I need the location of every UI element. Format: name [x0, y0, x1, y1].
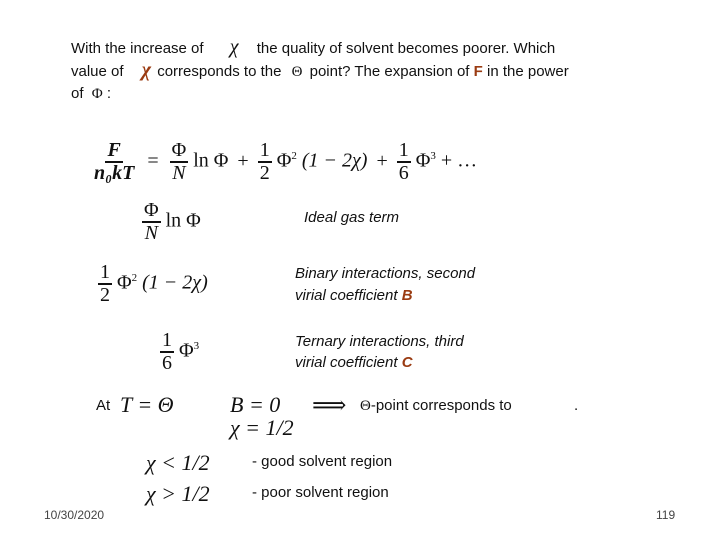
- slide-number: 119: [656, 508, 676, 522]
- equals-sign: =: [147, 149, 159, 172]
- ideal-gas-fraction: [142, 200, 161, 244]
- term3-tail: + …: [440, 149, 478, 172]
- at-label: At: [96, 397, 111, 414]
- term2-body: Φ: [276, 149, 292, 172]
- ideal-gas-formula: [142, 200, 201, 244]
- sentence-period: .: [574, 397, 579, 414]
- term2-numerator: 1: [259, 139, 270, 161]
- binary-exponent: 2: [131, 271, 138, 284]
- binary-denominator: 2: [100, 284, 110, 306]
- theta-symbol: Θ: [360, 398, 371, 414]
- term2-denominator: 2: [259, 162, 270, 184]
- intro-text: the quality of solvent becomes poorer. Which: [256, 40, 556, 57]
- lhs-denominator: n₀kT: [94, 162, 135, 184]
- good-solvent-label: - good solvent region: [252, 453, 393, 470]
- ternary-label-line-2: [295, 353, 413, 372]
- ternary-label-line-1: Ternary interactions, third: [295, 333, 464, 350]
- term3-denominator: 6: [398, 162, 409, 184]
- second-virial-symbol: B: [401, 287, 413, 304]
- implies-arrow: ⟹: [312, 393, 347, 419]
- ternary-exponent: 3: [193, 339, 200, 352]
- term3-numerator: 1: [398, 139, 409, 161]
- phi-symbol: Φ: [91, 86, 103, 102]
- term1-log: ln Φ: [193, 149, 229, 172]
- ternary-numerator: 1: [162, 329, 172, 351]
- intro-text: value of: [71, 63, 124, 80]
- ternary-body: Φ: [179, 339, 194, 362]
- term2-paren: (1 − 2χ): [301, 149, 368, 172]
- free-energy-expansion: [92, 140, 477, 184]
- term3-body: Φ: [415, 149, 431, 172]
- chi-symbol: χ: [229, 36, 239, 58]
- free-energy-symbol: F: [473, 63, 483, 80]
- term2-fraction: [258, 140, 272, 184]
- intro-text: With the increase of: [71, 40, 204, 57]
- term1-numerator: Φ: [171, 139, 187, 161]
- binary-paren: (1 − 2χ): [142, 271, 208, 294]
- ternary-label-text: virial coefficient: [295, 354, 398, 371]
- b-equals-zero: B = 0: [230, 392, 281, 417]
- binary-label-line-2: [295, 286, 413, 305]
- lhs-numerator: F: [107, 139, 121, 161]
- theta-symbol: Θ: [291, 64, 303, 80]
- binary-fraction: [98, 262, 112, 306]
- t-equals-theta: T = Θ: [120, 392, 174, 417]
- binary-formula: [98, 262, 208, 306]
- lhs-fraction: [92, 140, 136, 184]
- intro-line-3: of Φ :: [71, 85, 111, 102]
- poor-solvent-label: - poor solvent region: [252, 484, 389, 501]
- ternary-fraction: [160, 330, 174, 374]
- binary-numerator: 1: [100, 261, 110, 283]
- ternary-denominator: 6: [162, 352, 172, 374]
- ideal-gas-log: ln Φ: [165, 209, 201, 232]
- binary-label-text: virial coefficient: [295, 287, 398, 304]
- intro-line-1: [71, 38, 555, 58]
- ternary-formula: [160, 330, 199, 374]
- term3-fraction: [397, 140, 411, 184]
- ideal-gas-numerator: Φ: [144, 199, 159, 221]
- binary-label-line-1: Binary interactions, second: [295, 265, 476, 282]
- ideal-gas-denominator: N: [144, 222, 158, 244]
- intro-text: corresponds to the: [157, 63, 282, 80]
- term2-exponent: 2: [291, 149, 297, 162]
- intro-text: point? The expansion of: [309, 63, 470, 80]
- term1-fraction: [170, 140, 189, 184]
- plus-sign: +: [237, 149, 249, 172]
- intro-text: of: [71, 85, 84, 102]
- poor-solvent-condition: χ > 1/2: [146, 481, 210, 506]
- good-solvent-condition: χ < 1/2: [146, 450, 210, 475]
- slide-date: 10/30/2020: [44, 508, 105, 522]
- term1-denominator: N: [172, 162, 186, 184]
- chi-equals-half: χ = 1/2: [230, 415, 294, 440]
- chi-symbol: χ: [141, 59, 152, 81]
- binary-body: Φ: [117, 271, 132, 294]
- third-virial-symbol: C: [401, 354, 413, 371]
- ideal-gas-label: Ideal gas term: [304, 209, 400, 226]
- theta-point-label: -point corresponds to: [370, 397, 512, 414]
- theta-point-text: [360, 396, 512, 416]
- intro-line-2: [71, 61, 569, 82]
- intro-text: in the power: [486, 63, 569, 80]
- term3-exponent: 3: [430, 149, 436, 162]
- plus-sign: +: [376, 149, 388, 172]
